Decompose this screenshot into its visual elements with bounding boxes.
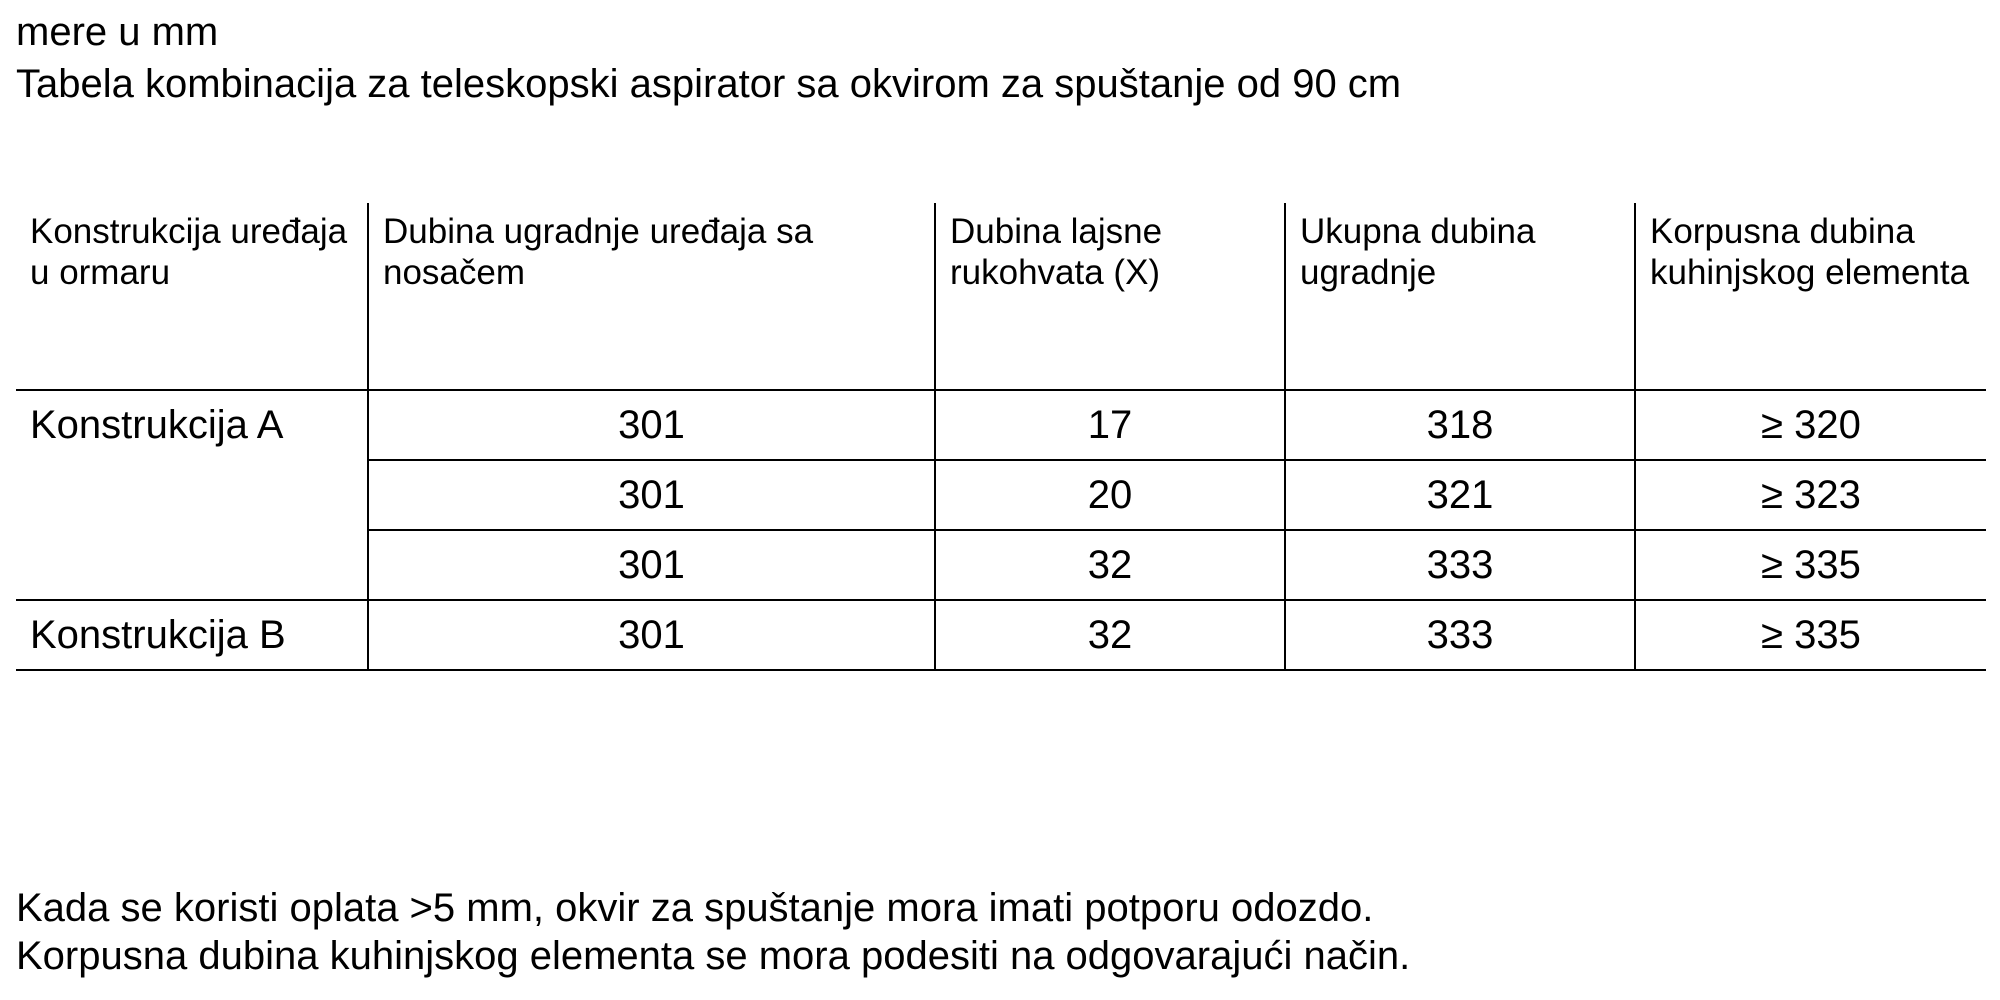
table-header-row <box>16 203 1986 390</box>
table-row <box>16 600 1986 670</box>
device-depth-cell: 301 <box>368 460 935 530</box>
total-depth-cell: 321 <box>1285 460 1635 530</box>
total-depth-cell: 333 <box>1285 530 1635 600</box>
cladding-note: Kada se koristi oplata >5 mm, okvir za spuštanje mora imati potporu odozdo. <box>16 886 1374 930</box>
handle-strip-depth-cell: 17 <box>935 390 1285 460</box>
carcass-depth-cell: ≥ 323 <box>1635 460 1986 530</box>
combination-table <box>16 203 1986 671</box>
header-carcass-depth: Korpusna dubina kuhinjskog elementa <box>1635 203 1986 390</box>
unit-note: mere u mm <box>16 10 219 54</box>
handle-strip-depth-cell: 20 <box>935 460 1285 530</box>
carcass-depth-cell: ≥ 320 <box>1635 390 1986 460</box>
handle-strip-depth-cell: 32 <box>935 600 1285 670</box>
header-handle-strip-depth: Dubina lajsne rukohvata (X) <box>935 203 1285 390</box>
carcass-adjust-note: Korpusna dubina kuhinjskog elementa se mora podesiti na odgovarajući način. <box>16 934 1411 978</box>
device-depth-cell: 301 <box>368 390 935 460</box>
handle-strip-depth-cell: 32 <box>935 530 1285 600</box>
carcass-depth-cell: ≥ 335 <box>1635 600 1986 670</box>
carcass-depth-cell: ≥ 335 <box>1635 530 1986 600</box>
construction-cell: Konstrukcija B <box>16 600 368 670</box>
total-depth-cell: 333 <box>1285 600 1635 670</box>
device-depth-cell: 301 <box>368 600 935 670</box>
document-title: Tabela kombinacija za teleskopski aspirator sa okvirom za spuštanje od 90 cm <box>16 62 1402 106</box>
total-depth-cell: 318 <box>1285 390 1635 460</box>
table-row <box>16 390 1986 460</box>
header-device-depth: Dubina ugradnje uređaja sa nosačem <box>368 203 935 390</box>
header-construction: Konstrukcija uređaja u ormaru <box>16 203 368 390</box>
device-depth-cell: 301 <box>368 530 935 600</box>
header-total-depth: Ukupna dubina ugradnje <box>1285 203 1635 390</box>
construction-cell: Konstrukcija A <box>16 390 368 600</box>
